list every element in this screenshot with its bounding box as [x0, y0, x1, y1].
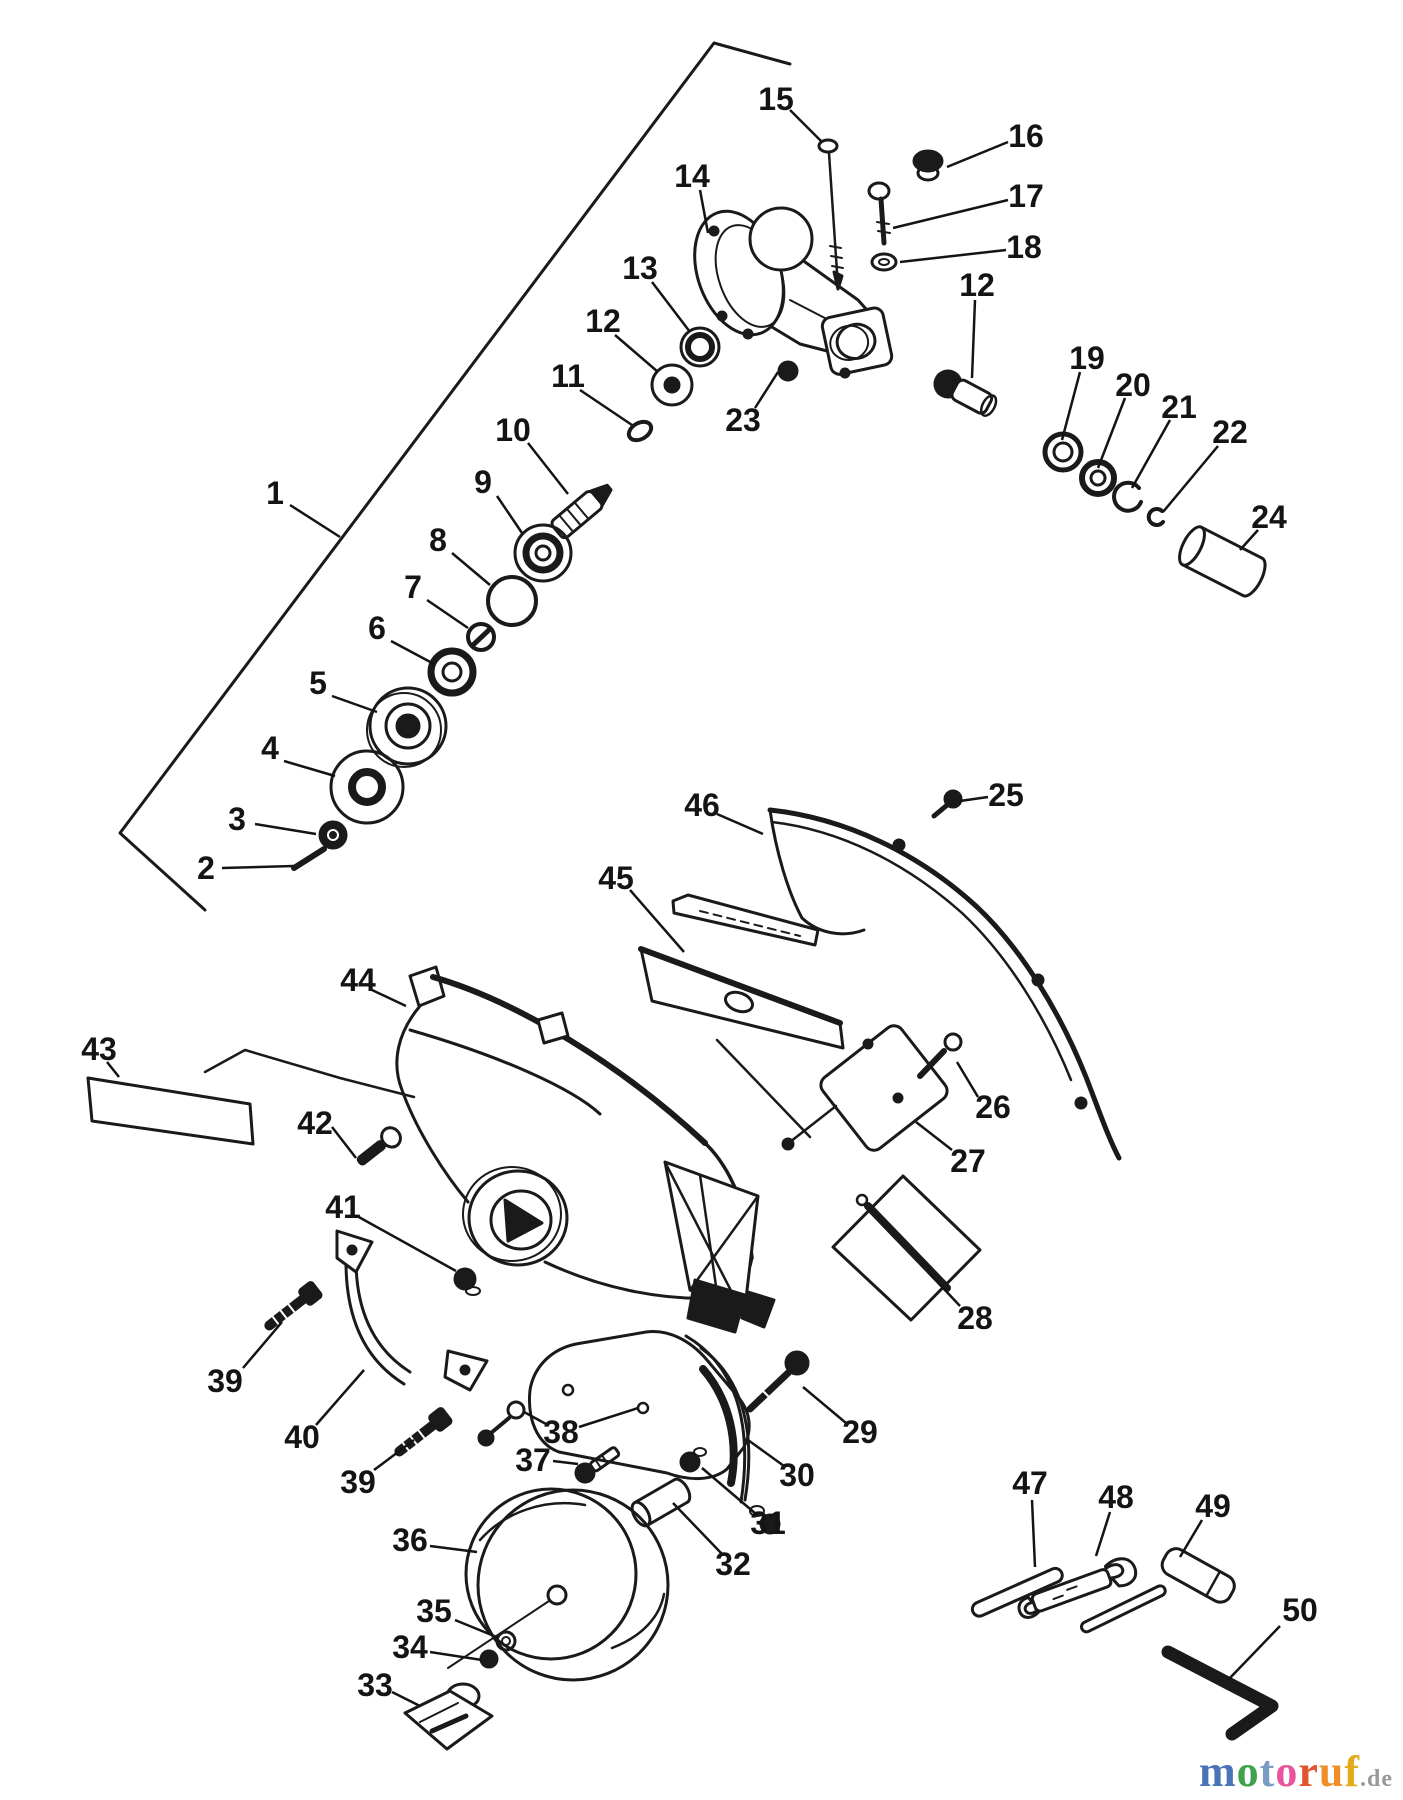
part-26-screw — [920, 1034, 961, 1076]
part-2-screw — [294, 849, 324, 868]
leader-line-8 — [452, 553, 490, 585]
watermark-logo — [1199, 1747, 1393, 1796]
part-label-20: 20 — [1115, 367, 1151, 403]
watermark-letter: o — [1275, 1747, 1299, 1796]
leader-line-15 — [790, 110, 822, 142]
part-label-42: 42 — [297, 1105, 333, 1141]
part-label-30: 30 — [779, 1457, 815, 1493]
part-label-26: 26 — [975, 1089, 1011, 1125]
part-41-nut — [455, 1269, 480, 1295]
part-label-32: 32 — [715, 1546, 751, 1582]
part-label-15: 15 — [758, 81, 794, 117]
part-5-clutch-drum — [367, 688, 446, 767]
part-label-40: 40 — [284, 1419, 320, 1455]
watermark-letter: t — [1259, 1747, 1276, 1796]
part-label-39: 39 — [207, 1363, 243, 1399]
leader-line-46 — [717, 814, 763, 834]
leader-line-16 — [947, 142, 1008, 167]
part-label-12b: 12 — [959, 267, 995, 303]
part-label-2: 2 — [197, 850, 215, 886]
part-45-blade — [641, 949, 843, 1048]
part-38-washer — [479, 1402, 524, 1445]
part-label-37: 37 — [515, 1442, 551, 1478]
leader-line-34 — [430, 1652, 482, 1660]
part-8-ring — [488, 577, 536, 625]
leader-line-3 — [255, 824, 316, 834]
part-label-9: 9 — [474, 464, 492, 500]
part-label-45: 45 — [598, 860, 634, 896]
part-32-spacer — [628, 1476, 693, 1529]
part-label-13: 13 — [622, 250, 658, 286]
part-label-31: 31 — [750, 1505, 786, 1541]
leader-line-12b — [972, 300, 975, 378]
leader-line-5 — [332, 696, 377, 712]
part-label-46: 46 — [684, 787, 720, 823]
part-label-22: 22 — [1212, 414, 1248, 450]
leader-line-33 — [392, 1692, 420, 1706]
part-label-1: 1 — [266, 475, 284, 511]
part-label-36: 36 — [392, 1522, 428, 1558]
leader-line-6 — [391, 641, 434, 664]
leader-line-7 — [427, 600, 468, 628]
part-label-47: 47 — [1012, 1465, 1048, 1501]
part-label-25: 25 — [988, 777, 1024, 813]
leader-line-20 — [1098, 398, 1125, 468]
leader-line-29 — [803, 1387, 846, 1423]
part-label-23: 23 — [725, 402, 761, 438]
watermark-letter: u — [1318, 1747, 1345, 1796]
part-16-nut — [914, 151, 942, 180]
part-label-17: 17 — [1008, 178, 1044, 214]
part-21-snap-ring — [1114, 483, 1141, 511]
watermark-letter: r — [1298, 1747, 1319, 1796]
part-43-decal — [88, 1078, 253, 1144]
part-label-24: 24 — [1251, 499, 1287, 535]
part-label-19: 19 — [1069, 340, 1105, 376]
leader-line-39 — [243, 1322, 282, 1368]
leader-line-49 — [1180, 1520, 1202, 1557]
part-label-21: 21 — [1161, 389, 1197, 425]
leader-line-44 — [372, 990, 406, 1006]
part-label-8: 8 — [429, 522, 447, 558]
leader-line-11 — [580, 390, 632, 425]
part-46-guard — [770, 810, 1119, 1158]
part-label-11: 11 — [551, 358, 585, 394]
leader-line-12 — [615, 335, 658, 372]
leader-line-42 — [332, 1127, 356, 1158]
leader-line-35 — [455, 1620, 499, 1638]
part-label-35: 35 — [416, 1593, 452, 1629]
part-29-bolt — [750, 1352, 808, 1409]
part-42-screw — [353, 1124, 404, 1170]
part-33-bracket — [405, 1684, 492, 1749]
part-22-ring — [1149, 509, 1163, 525]
part-34-nut — [481, 1651, 497, 1667]
leader-line-50 — [1228, 1626, 1280, 1680]
leader-line-18 — [900, 250, 1006, 262]
part-13-bearing — [681, 328, 719, 366]
part-label-41: 41 — [325, 1189, 361, 1225]
part-label-4: 4 — [261, 730, 279, 766]
part-40-bracket — [337, 1231, 487, 1390]
part-12-adapter — [930, 366, 1000, 419]
leader-line-25 — [960, 797, 988, 801]
part-9-bearing — [515, 525, 571, 581]
part-28-plate — [833, 1176, 980, 1320]
leader-line-47 — [1032, 1500, 1035, 1567]
leader-line-9 — [497, 496, 522, 533]
part-label-28: 28 — [957, 1300, 993, 1336]
part-label-7: 7 — [404, 569, 422, 605]
part-17-bolt — [869, 183, 890, 243]
part-label-29: 29 — [842, 1414, 878, 1450]
part-label-10: 10 — [495, 412, 531, 448]
leader-line-22 — [1163, 446, 1218, 512]
part-label-50: 50 — [1282, 1592, 1318, 1628]
part-label-12: 12 — [585, 303, 621, 339]
part-23-nut — [779, 362, 797, 380]
part-label-16: 16 — [1008, 118, 1044, 154]
watermark-letter: m — [1199, 1747, 1237, 1796]
tool-50-hex-key — [1168, 1652, 1272, 1734]
part-39-bolt — [264, 1281, 322, 1332]
leader-line-1 — [290, 505, 340, 537]
part-11-seal — [626, 418, 655, 444]
leader-line-21 — [1132, 420, 1170, 488]
part-label-34: 34 — [392, 1629, 428, 1665]
leader-line-19 — [1062, 372, 1080, 440]
leader-line-48 — [1096, 1512, 1110, 1556]
part-25-screw — [934, 791, 961, 816]
part-label-38: 38 — [543, 1414, 579, 1450]
part-3-nut — [320, 822, 346, 848]
part-label-44: 44 — [340, 962, 376, 998]
part-7-washer — [468, 624, 494, 650]
leader-line-37 — [553, 1461, 578, 1464]
watermark-suffix: .de — [1360, 1766, 1393, 1792]
part-39-bolt-2 — [394, 1407, 452, 1458]
leader-line-4 — [284, 761, 335, 776]
part-label-43: 43 — [81, 1031, 117, 1067]
part-label-39b: 39 — [340, 1464, 376, 1500]
part-label-48: 48 — [1098, 1479, 1134, 1515]
leader-line-10 — [528, 443, 568, 494]
part-label-33: 33 — [357, 1667, 393, 1703]
part-label-18: 18 — [1006, 229, 1042, 265]
part-18-washer — [872, 254, 896, 270]
part-6-bearing — [431, 651, 473, 693]
watermark-letter: o — [1236, 1747, 1260, 1796]
part-label-14: 14 — [674, 158, 710, 194]
leader-line-39b — [374, 1440, 414, 1470]
part-label-5: 5 — [309, 665, 327, 701]
leader-line-40 — [316, 1370, 364, 1425]
part-label-27: 27 — [950, 1143, 986, 1179]
decal-position-line — [205, 1050, 414, 1097]
part-label-6: 6 — [368, 610, 386, 646]
part-label-49: 49 — [1195, 1488, 1231, 1524]
part-15-bolt — [819, 140, 843, 289]
leader-line-2 — [222, 866, 294, 868]
leader-line-17 — [893, 200, 1008, 228]
leader-line-13 — [652, 282, 690, 332]
leader-line-27 — [916, 1122, 952, 1150]
watermark-letter: f — [1344, 1747, 1360, 1796]
blade-backing-strip — [673, 895, 818, 945]
part-label-3: 3 — [228, 801, 246, 837]
